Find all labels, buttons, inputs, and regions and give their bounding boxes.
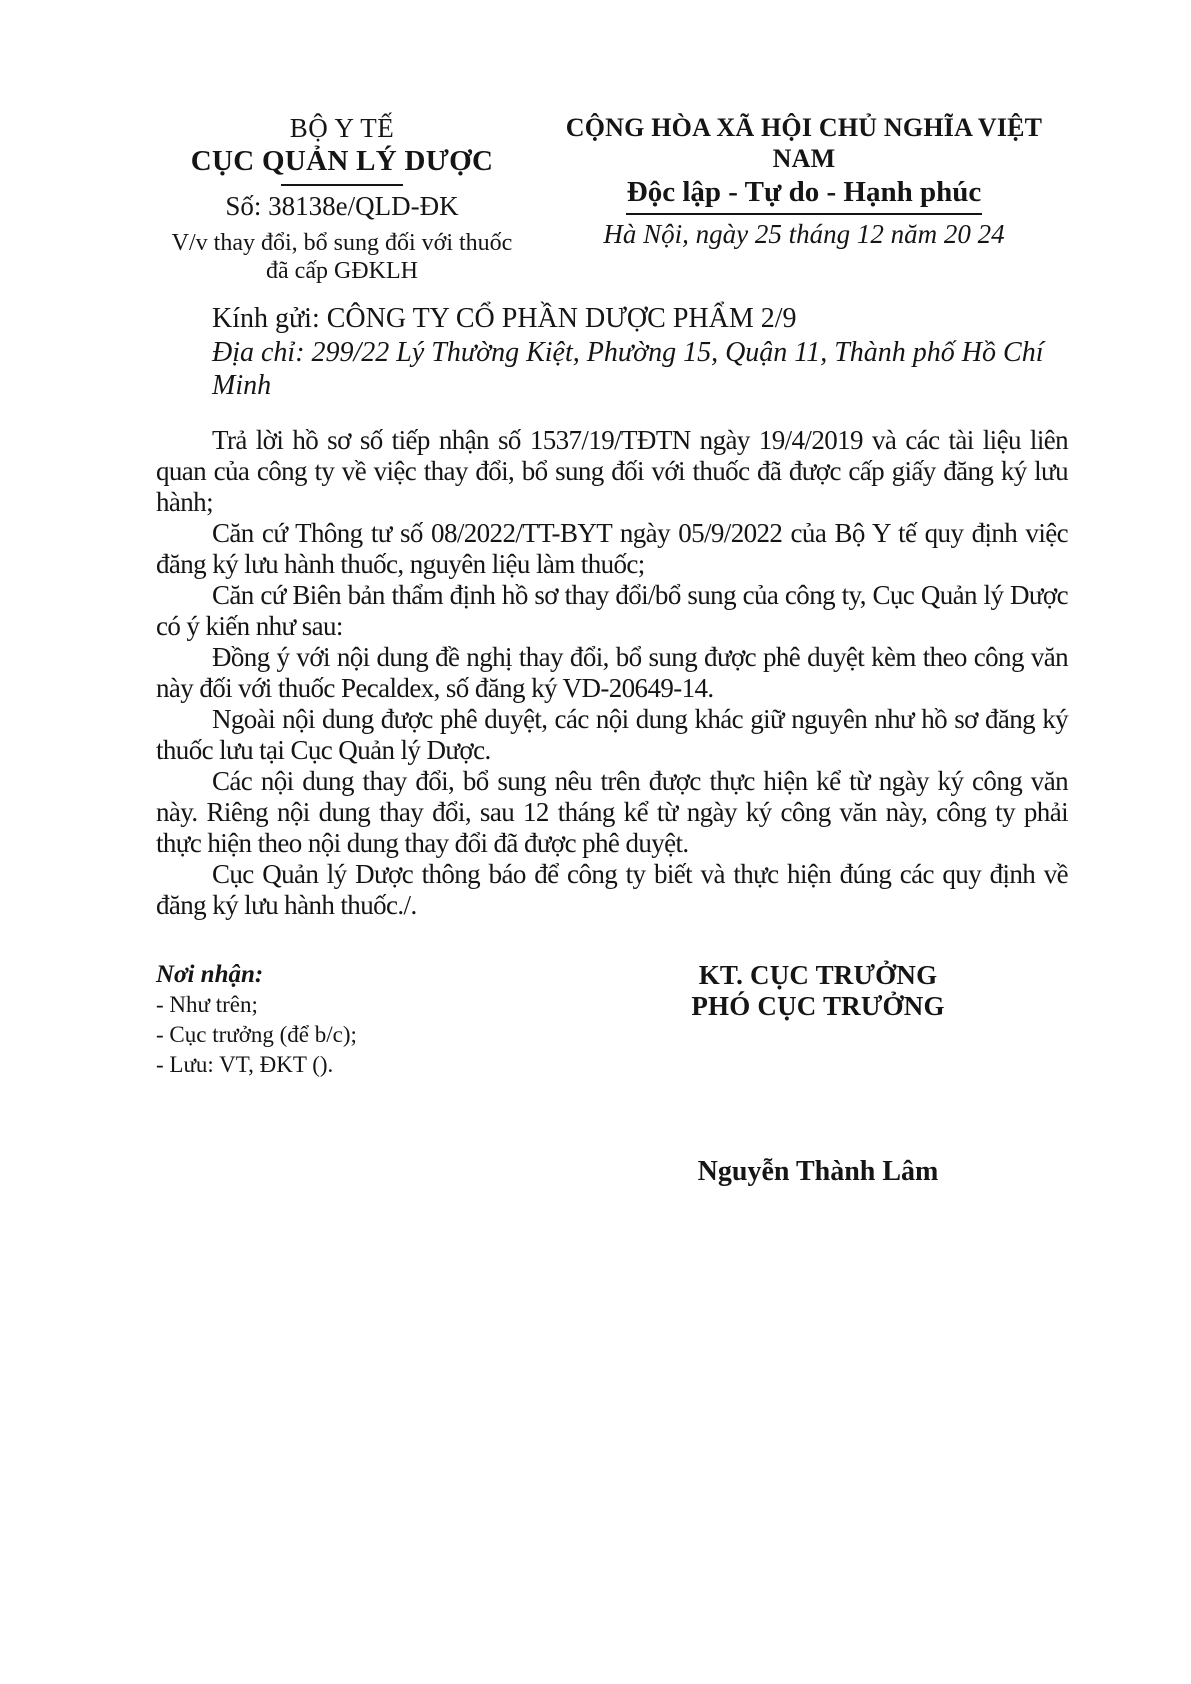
salutation-line — [212, 302, 1068, 335]
subject-line-1: V/v thay đổi, bổ sung đối với thuốc — [171, 230, 513, 256]
signer-name: Nguyễn Thành Lâm — [697, 1156, 939, 1187]
body-paragraph: Ngoài nội dung được phê duyệt, các nội dung khác giữ nguyên như hồ sơ đăng ký thuốc lưu tại Cục Quản lý Dược. — [156, 704, 1068, 765]
body-paragraph: Các nội dung thay đổi, bổ sung nêu trên được thực hiện kể từ ngày ký công văn này. Riêng nội dung thay đổi, sau 12 tháng kể từ ngày ký công văn này, công ty phải thực hiện theo nội dung thay đổi đã được phê duyệt. — [156, 766, 1068, 858]
recipient-name: CÔNG TY CỔ PHẦN DƯỢC PHẨM 2/9 — [326, 303, 797, 334]
national-title: CỘNG HÒA XÃ HỘI CHỦ NGHĨA VIỆT NAM — [565, 113, 1043, 173]
national-motto: Độc lập - Tự do - Hạnh phúc — [626, 176, 982, 208]
issuing-agency-block — [156, 112, 528, 285]
recipient-list-item: - Như trên; — [156, 992, 258, 1017]
recipients-label: Nơi nhận: — [156, 961, 264, 988]
subject-line-2: đã cấp GĐKLH — [266, 258, 418, 284]
letter-body — [156, 425, 1068, 921]
ministry-name: BỘ Y TẾ — [289, 113, 395, 143]
signature-block — [568, 960, 1068, 1188]
body-paragraph: Trả lời hồ sơ số tiếp nhận số 1537/19/TĐTN ngày 19/4/2019 và các tài liệu liên quan của công ty về việc thay đổi, bổ sung đối với thuốc đã được cấp giấy đăng ký lưu hành; — [156, 425, 1068, 517]
body-paragraph: Cục Quản lý Dược thông báo để công ty biết và thực hiện đúng các quy định về đăng ký lưu hành thuốc./. — [156, 859, 1068, 920]
body-paragraph: Căn cứ Biên bản thẩm định hồ sơ thay đổi/bổ sung của công ty, Cục Quản lý Dược có ý kiến như sau: — [156, 580, 1068, 641]
body-paragraph: Căn cứ Thông tư số 08/2022/TT-BYT ngày 05/9/2022 của Bộ Y tế quy định việc đăng ký lưu hành thuốc, nguyên liệu làm thuốc; — [156, 518, 1068, 579]
letterhead — [156, 112, 1068, 285]
letter-footer — [156, 960, 1068, 1188]
national-header-block — [540, 112, 1068, 250]
recipients-block — [156, 960, 568, 1080]
recipient-address: Địa chỉ: 299/22 Lý Thường Kiệt, Phường 15, Quận 11, Thành phố Hồ Chí Minh — [212, 337, 1044, 401]
recipient-list-item: - Cục trưởng (để b/c); — [156, 1022, 357, 1047]
salutation-block — [212, 302, 1068, 402]
motto-underline — [626, 213, 982, 215]
document-number: Số: 38138e/QLD-ĐK — [225, 191, 459, 221]
salutation-label: Kính gửi: — [212, 303, 320, 334]
signer-title-line-1: KT. CỤC TRƯỞNG — [698, 960, 938, 990]
body-paragraph: Đồng ý với nội dung đề nghị thay đổi, bổ sung được phê duyệt kèm theo công văn này đối với thuốc Pecaldex, số đăng ký VD-20649-14. — [156, 642, 1068, 703]
signer-title-line-2: PHÓ CỤC TRƯỞNG — [691, 991, 945, 1021]
recipient-list-item: - Lưu: VT, ĐKT (). — [156, 1052, 334, 1077]
department-underline — [281, 184, 403, 186]
place-and-date: Hà Nội, ngày 25 tháng 12 năm 20 24 — [603, 219, 1005, 249]
department-name: CỤC QUẢN LÝ DƯỢC — [190, 145, 494, 177]
